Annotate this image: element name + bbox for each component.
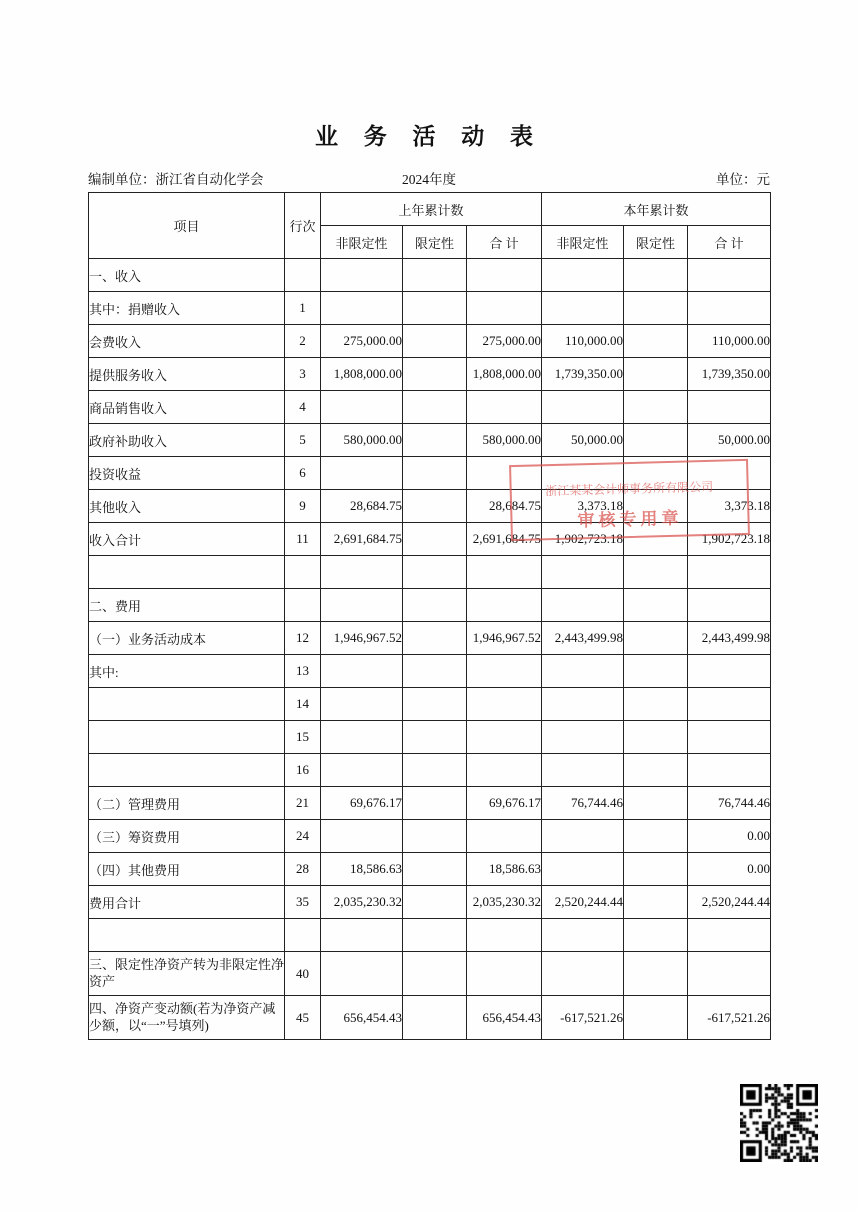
col-row-no: 行次 — [285, 193, 321, 259]
cell-prev-total — [467, 259, 542, 292]
row-number: 35 — [285, 886, 321, 919]
cell-curr-restricted — [624, 952, 688, 996]
table-row — [89, 490, 771, 523]
cell-prev-unrestricted: 18,586.63 — [321, 853, 403, 886]
cell-prev-total — [467, 391, 542, 424]
cell-curr-unrestricted — [542, 655, 624, 688]
cell-curr-restricted — [624, 358, 688, 391]
cell-prev-total — [467, 754, 542, 787]
cell-prev-unrestricted — [321, 292, 403, 325]
table-row — [89, 886, 771, 919]
cell-prev-restricted — [403, 655, 467, 688]
cell-curr-restricted — [624, 259, 688, 292]
cell-curr-restricted — [624, 721, 688, 754]
row-number — [285, 589, 321, 622]
cell-prev-total — [467, 919, 542, 952]
cell-prev-restricted — [403, 457, 467, 490]
cell-curr-total: 50,000.00 — [688, 424, 771, 457]
cell-prev-unrestricted — [321, 919, 403, 952]
cell-prev-total — [467, 688, 542, 721]
row-number: 16 — [285, 754, 321, 787]
cell-prev-restricted — [403, 589, 467, 622]
row-number: 11 — [285, 523, 321, 556]
cell-prev-restricted — [403, 523, 467, 556]
row-label: 商品销售收入 — [89, 391, 285, 424]
cell-prev-unrestricted: 275,000.00 — [321, 325, 403, 358]
cell-prev-restricted — [403, 490, 467, 523]
cell-curr-total — [688, 292, 771, 325]
row-label: （一）业务活动成本 — [89, 622, 285, 655]
cell-prev-unrestricted: 580,000.00 — [321, 424, 403, 457]
cell-prev-restricted — [403, 556, 467, 589]
cell-curr-total: 2,520,244.44 — [688, 886, 771, 919]
cell-curr-unrestricted: 2,520,244.44 — [542, 886, 624, 919]
cell-curr-unrestricted — [542, 754, 624, 787]
cell-prev-restricted — [403, 787, 467, 820]
cell-prev-unrestricted — [321, 754, 403, 787]
table-header-row-1 — [89, 193, 771, 226]
cell-prev-unrestricted: 28,684.75 — [321, 490, 403, 523]
cell-prev-total: 1,808,000.00 — [467, 358, 542, 391]
table-row — [89, 655, 771, 688]
cell-prev-total: 275,000.00 — [467, 325, 542, 358]
table-row — [89, 391, 771, 424]
row-number: 2 — [285, 325, 321, 358]
cell-curr-unrestricted: 2,443,499.98 — [542, 622, 624, 655]
cell-curr-restricted — [624, 886, 688, 919]
cell-curr-restricted — [624, 292, 688, 325]
cell-prev-total: 18,586.63 — [467, 853, 542, 886]
row-number: 40 — [285, 952, 321, 996]
cell-curr-restricted — [624, 490, 688, 523]
cell-curr-total — [688, 754, 771, 787]
cell-curr-restricted — [624, 996, 688, 1040]
cell-curr-restricted — [624, 622, 688, 655]
row-number: 9 — [285, 490, 321, 523]
table-row — [89, 325, 771, 358]
col-group-prev-year: 上年累计数 — [321, 193, 542, 226]
cell-prev-total: 28,684.75 — [467, 490, 542, 523]
row-label: （三）筹资费用 — [89, 820, 285, 853]
cell-curr-total: 3,373.18 — [688, 490, 771, 523]
col-prev-total: 合 计 — [467, 226, 542, 259]
cell-prev-total — [467, 721, 542, 754]
row-number: 15 — [285, 721, 321, 754]
col-group-current-year: 本年累计数 — [542, 193, 771, 226]
cell-prev-restricted — [403, 919, 467, 952]
business-activity-table — [88, 192, 771, 1040]
cell-prev-total — [467, 292, 542, 325]
table-row — [89, 523, 771, 556]
cell-curr-unrestricted — [542, 820, 624, 853]
cell-curr-unrestricted — [542, 721, 624, 754]
cell-curr-unrestricted — [542, 259, 624, 292]
cell-curr-total: 0.00 — [688, 820, 771, 853]
cell-prev-restricted — [403, 853, 467, 886]
cell-prev-restricted — [403, 358, 467, 391]
row-label: 提供服务收入 — [89, 358, 285, 391]
cell-curr-restricted — [624, 820, 688, 853]
cell-prev-total — [467, 589, 542, 622]
cell-curr-total: 110,000.00 — [688, 325, 771, 358]
cell-curr-total — [688, 259, 771, 292]
cell-curr-total: -617,521.26 — [688, 996, 771, 1040]
table-row — [89, 292, 771, 325]
cell-prev-restricted — [403, 721, 467, 754]
prepared-by-value: 浙江省自动化学会 — [155, 172, 264, 187]
cell-curr-restricted — [624, 457, 688, 490]
cell-prev-restricted — [403, 754, 467, 787]
cell-prev-unrestricted — [321, 589, 403, 622]
cell-curr-restricted — [624, 556, 688, 589]
row-label: 收入合计 — [89, 523, 285, 556]
table-row — [89, 853, 771, 886]
meta-row — [88, 168, 770, 188]
col-prev-restricted: 限定性 — [403, 226, 467, 259]
cell-prev-unrestricted — [321, 556, 403, 589]
cell-curr-unrestricted — [542, 556, 624, 589]
period-label: 2024年度 — [402, 172, 456, 187]
row-number: 21 — [285, 787, 321, 820]
table-row — [89, 919, 771, 952]
cell-curr-restricted — [624, 523, 688, 556]
cell-prev-restricted — [403, 622, 467, 655]
row-label — [89, 919, 285, 952]
table-row — [89, 457, 771, 490]
cell-prev-unrestricted: 2,035,230.32 — [321, 886, 403, 919]
cell-prev-restricted — [403, 952, 467, 996]
table-row — [89, 996, 771, 1040]
cell-curr-total: 1,902,723.18 — [688, 523, 771, 556]
cell-curr-restricted — [624, 325, 688, 358]
cell-curr-total — [688, 391, 771, 424]
cell-curr-total — [688, 589, 771, 622]
row-number: 24 — [285, 820, 321, 853]
cell-prev-total — [467, 952, 542, 996]
page-title: 业 务 活 动 表 — [315, 124, 543, 149]
cell-curr-total — [688, 919, 771, 952]
row-number: 28 — [285, 853, 321, 886]
table-row — [89, 820, 771, 853]
cell-prev-restricted — [403, 688, 467, 721]
cell-curr-unrestricted: 1,739,350.00 — [542, 358, 624, 391]
col-curr-restricted: 限定性 — [624, 226, 688, 259]
row-number: 13 — [285, 655, 321, 688]
cell-prev-restricted — [403, 886, 467, 919]
table-head — [89, 193, 771, 259]
cell-curr-unrestricted: 50,000.00 — [542, 424, 624, 457]
row-label: 其中：捐赠收入 — [89, 292, 285, 325]
cell-prev-unrestricted: 69,676.17 — [321, 787, 403, 820]
cell-curr-restricted — [624, 391, 688, 424]
cell-curr-restricted — [624, 655, 688, 688]
row-label — [89, 721, 285, 754]
row-label — [89, 688, 285, 721]
cell-prev-unrestricted — [321, 952, 403, 996]
row-label — [89, 754, 285, 787]
prepared-by — [88, 168, 264, 188]
cell-prev-unrestricted — [321, 391, 403, 424]
cell-curr-total — [688, 721, 771, 754]
cell-prev-total: 2,691,684.75 — [467, 523, 542, 556]
cell-prev-total — [467, 820, 542, 853]
row-number: 3 — [285, 358, 321, 391]
cell-curr-total: 1,739,350.00 — [688, 358, 771, 391]
row-label: 其中: — [89, 655, 285, 688]
cell-curr-unrestricted — [542, 952, 624, 996]
cell-curr-restricted — [624, 919, 688, 952]
cell-curr-total — [688, 655, 771, 688]
cell-prev-unrestricted — [321, 688, 403, 721]
cell-curr-total — [688, 457, 771, 490]
cell-prev-total — [467, 655, 542, 688]
cell-prev-total: 1,946,967.52 — [467, 622, 542, 655]
cell-prev-unrestricted — [321, 655, 403, 688]
row-number: 45 — [285, 996, 321, 1040]
row-number: 4 — [285, 391, 321, 424]
cell-prev-unrestricted — [321, 457, 403, 490]
cell-curr-unrestricted — [542, 589, 624, 622]
row-label: （二）管理费用 — [89, 787, 285, 820]
cell-curr-unrestricted — [542, 292, 624, 325]
table-row — [89, 622, 771, 655]
row-number — [285, 259, 321, 292]
table-row — [89, 424, 771, 457]
cell-prev-unrestricted — [321, 721, 403, 754]
table-row — [89, 556, 771, 589]
col-item: 项目 — [89, 193, 285, 259]
table-row — [89, 589, 771, 622]
table-row — [89, 952, 771, 996]
row-label: 会费收入 — [89, 325, 285, 358]
row-label: 一、收入 — [89, 259, 285, 292]
cell-curr-unrestricted — [542, 853, 624, 886]
cell-prev-total — [467, 457, 542, 490]
row-label: 费用合计 — [89, 886, 285, 919]
cell-prev-unrestricted: 1,946,967.52 — [321, 622, 403, 655]
cell-curr-unrestricted — [542, 919, 624, 952]
row-number: 14 — [285, 688, 321, 721]
cell-curr-unrestricted: 76,744.46 — [542, 787, 624, 820]
cell-curr-total — [688, 688, 771, 721]
cell-prev-restricted — [403, 820, 467, 853]
row-number: 1 — [285, 292, 321, 325]
cell-prev-restricted — [403, 325, 467, 358]
col-curr-total: 合 计 — [688, 226, 771, 259]
row-number: 6 — [285, 457, 321, 490]
cell-curr-total: 0.00 — [688, 853, 771, 886]
cell-prev-restricted — [403, 259, 467, 292]
cell-prev-unrestricted: 2,691,684.75 — [321, 523, 403, 556]
cell-curr-unrestricted: 3,373.18 — [542, 490, 624, 523]
cell-curr-total: 76,744.46 — [688, 787, 771, 820]
prepared-by-label: 编制单位： — [88, 172, 156, 187]
cell-prev-total: 69,676.17 — [467, 787, 542, 820]
cell-curr-restricted — [624, 424, 688, 457]
qr-code — [740, 1084, 818, 1162]
row-number: 12 — [285, 622, 321, 655]
stamp-line-1: 浙江某某会计师事务所有限公司 — [545, 479, 714, 499]
row-number — [285, 556, 321, 589]
table-body — [89, 259, 771, 1040]
cell-prev-restricted — [403, 391, 467, 424]
cell-prev-unrestricted: 656,454.43 — [321, 996, 403, 1040]
table-row — [89, 787, 771, 820]
cell-curr-restricted — [624, 853, 688, 886]
cell-curr-total — [688, 952, 771, 996]
cell-prev-restricted — [403, 292, 467, 325]
table-row — [89, 688, 771, 721]
cell-prev-unrestricted — [321, 820, 403, 853]
cell-prev-total: 656,454.43 — [467, 996, 542, 1040]
cell-curr-unrestricted: -617,521.26 — [542, 996, 624, 1040]
row-label: 其他收入 — [89, 490, 285, 523]
table-row — [89, 721, 771, 754]
table-row — [89, 754, 771, 787]
cell-curr-restricted — [624, 589, 688, 622]
row-number — [285, 919, 321, 952]
cell-prev-restricted — [403, 424, 467, 457]
col-prev-unrestricted: 非限定性 — [321, 226, 403, 259]
cell-curr-total: 2,443,499.98 — [688, 622, 771, 655]
col-curr-unrestricted: 非限定性 — [542, 226, 624, 259]
table-row — [89, 259, 771, 292]
cell-curr-unrestricted: 1,902,723.18 — [542, 523, 624, 556]
cell-prev-total — [467, 556, 542, 589]
cell-prev-total: 2,035,230.32 — [467, 886, 542, 919]
unit-label: 单位：元 — [716, 172, 770, 187]
cell-prev-restricted — [403, 996, 467, 1040]
cell-curr-total — [688, 556, 771, 589]
cell-curr-unrestricted: 110,000.00 — [542, 325, 624, 358]
cell-curr-restricted — [624, 754, 688, 787]
row-label: 二、费用 — [89, 589, 285, 622]
cell-prev-unrestricted — [321, 259, 403, 292]
cell-curr-restricted — [624, 688, 688, 721]
cell-prev-total: 580,000.00 — [467, 424, 542, 457]
row-number: 5 — [285, 424, 321, 457]
row-label: 政府补助收入 — [89, 424, 285, 457]
row-label — [89, 556, 285, 589]
row-label: （四）其他费用 — [89, 853, 285, 886]
row-label: 三、限定性净资产转为非限定性净资产 — [89, 952, 285, 996]
cell-curr-restricted — [624, 787, 688, 820]
cell-prev-unrestricted: 1,808,000.00 — [321, 358, 403, 391]
cell-curr-unrestricted — [542, 688, 624, 721]
cell-curr-unrestricted — [542, 457, 624, 490]
cell-curr-unrestricted — [542, 391, 624, 424]
table-row — [89, 358, 771, 391]
row-label: 投资收益 — [89, 457, 285, 490]
stamp-line-2: 审核专用章 — [577, 508, 683, 531]
row-label: 四、净资产变动额(若为净资产减少额，以“一”号填列) — [89, 996, 285, 1040]
